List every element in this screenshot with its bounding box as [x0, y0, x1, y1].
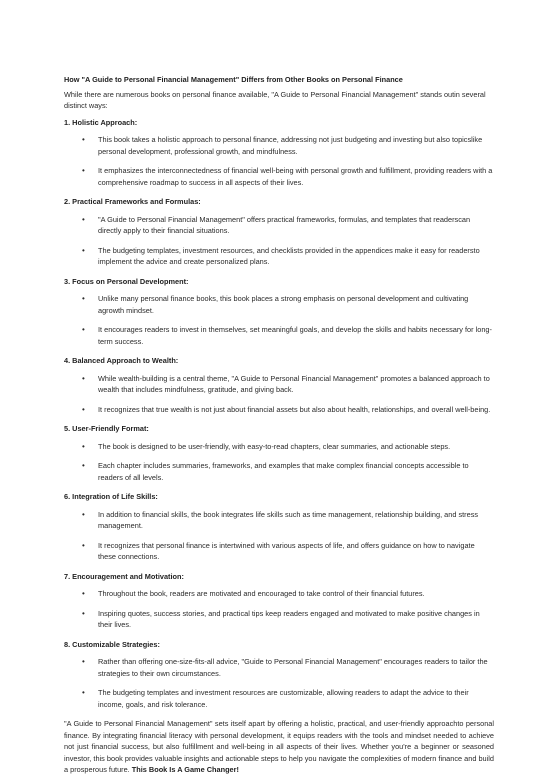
section-heading: 8. Customizable Strategies:: [64, 639, 160, 649]
sections: [64, 117, 494, 711]
list-item-text: Inspiring quotes, success stories, and practical tips keep readers engaged and motivated to make positive changes in their lives.: [98, 608, 480, 629]
bullet-list: [64, 656, 494, 710]
section-heading: 3. Focus on Personal Development:: [64, 276, 189, 286]
list-item: [64, 687, 494, 710]
intro-paragraph: While there are numerous books on personal finance available, "A Guide to Personal Financial Management" stands outin several distinct ways:: [64, 89, 486, 110]
list-item: [64, 656, 494, 679]
list-item-text: The budgeting templates, investment resources, and checklists provided in the appendices make it easy for readersto implement the advice and create personalized plans.: [98, 245, 480, 266]
list-item-text: The book is designed to be user-friendly, with easy-to-read chapters, clear summaries, and actionable steps.: [98, 441, 451, 451]
closing-text: "A Guide to Personal Financial Management" sets itself apart by offering a holistic, practical, and user-friendly approachto personal finance. By integrating financial literacy with personal development, it equips readers with the tools and mindset needed to achieve not just financial success, but also fulfillment and well-being in all aspects of their lives. Whether you're a beginner or seasoned investor, this book provides valuable insights and actionable steps to help you navigate the complexities of modern finance and build a prosperous future.: [64, 719, 494, 774]
list-item: [64, 214, 494, 237]
document-title: How "A Guide to Personal Financial Management" Differs from Other Books on Personal Finance: [64, 75, 403, 84]
list-item: [64, 165, 494, 188]
section-encouragement: [64, 571, 494, 631]
bullet-icon: •: [82, 441, 85, 451]
bullet-icon: •: [82, 608, 85, 618]
bullet-icon: •: [82, 294, 85, 303]
list-item-text: "A Guide to Personal Financial Management" offers practical frameworks, formulas, and templates that readerscan directly apply to their financial situations.: [98, 214, 471, 235]
list-item-text: Throughout the book, readers are motivated and encouraged to take control of their financial futures.: [98, 589, 425, 598]
section-personal-development: [64, 276, 494, 348]
list-item-text: While wealth-building is a central theme, "A Guide to Personal Financial Management" promotes a balanced approach to wealth that includes mindfulness, gratitude, and giving back.: [98, 373, 490, 394]
list-item-text: It recognizes that personal finance is intertwined with various aspects of life, and offers guidance on how to navigate these connections.: [98, 540, 475, 561]
section-life-skills: [64, 491, 494, 563]
list-item-text: Each chapter includes summaries, frameworks, and examples that make complex financial concepts accessible to readers of all levels.: [98, 461, 469, 482]
list-item: [64, 373, 494, 396]
bullet-icon: •: [82, 688, 85, 697]
list-item: [64, 134, 494, 157]
bullet-icon: •: [82, 657, 85, 666]
section-heading: 7. Encouragement and Motivation:: [64, 571, 184, 581]
list-item: [64, 509, 494, 532]
bullet-icon: •: [82, 540, 85, 550]
bullet-list: [64, 509, 494, 563]
list-item: [64, 588, 494, 600]
section-user-friendly: [64, 423, 494, 483]
bullet-icon: •: [82, 373, 85, 383]
list-item-text: Rather than offering one-size-fits-all advice, "Guide to Personal Financial Management" encourages readers to tailor the strategies to their own circumstances.: [98, 657, 488, 678]
list-item-text: The budgeting templates and investment resources are customizable, allowing readers to adapt the advice to their income, goals, and risk tolerance.: [98, 688, 469, 709]
bullet-icon: •: [82, 166, 85, 175]
bullet-list: [64, 588, 494, 631]
bullet-icon: •: [82, 461, 85, 470]
document-body: [64, 74, 494, 776]
list-item-text: It encourages readers to invest in themselves, set meaningful goals, and develop the skills and habits necessary for long-term success.: [98, 325, 492, 346]
list-item: [64, 324, 494, 347]
section-heading: 1. Holistic Approach:: [64, 117, 138, 127]
bullet-list: [64, 293, 494, 347]
bullet-icon: •: [82, 325, 85, 334]
list-item: [64, 540, 494, 563]
list-item-text: In addition to financial skills, the book integrates life skills such as time management, relationship building, and stress management.: [98, 509, 479, 530]
bullet-list: [64, 441, 494, 484]
list-item: [64, 404, 494, 416]
bullet-list: [64, 134, 494, 188]
section-customizable: [64, 639, 494, 711]
list-item-text: Unlike many personal finance books, this book places a strong emphasis on personal development and cultivating agrowth mindset.: [98, 294, 469, 315]
list-item: [64, 245, 494, 268]
section-heading: 4. Balanced Approach to Wealth:: [64, 356, 179, 365]
list-item: [64, 441, 494, 453]
section-heading: 6. Integration of Life Skills:: [64, 492, 158, 501]
closing-emphasis: This Book Is A Game Changer!: [131, 765, 239, 774]
bullet-list: [64, 373, 494, 416]
list-item: [64, 608, 494, 631]
bullet-icon: •: [82, 245, 85, 255]
section-practical-frameworks: [64, 196, 494, 268]
bullet-list: [64, 214, 494, 268]
list-item: [64, 460, 494, 483]
bullet-icon: •: [82, 135, 85, 144]
list-item-text: It emphasizes the interconnectedness of financial well-being with personal growth and fulfillment, providing readers with a comprehensive roadmap to success in all aspects of their lives.: [98, 166, 493, 187]
section-holistic: [64, 117, 494, 189]
bullet-icon: •: [82, 509, 85, 519]
bullet-icon: •: [82, 589, 85, 598]
list-item-text: It recognizes that true wealth is not just about financial assets but also about health, relationships, and overall well-being.: [98, 404, 491, 414]
section-heading: 2. Practical Frameworks and Formulas:: [64, 197, 201, 206]
closing-paragraph: [64, 718, 494, 776]
section-balanced-wealth: [64, 355, 494, 415]
bullet-icon: •: [82, 404, 85, 414]
bullet-icon: •: [82, 214, 85, 224]
list-item: [64, 293, 494, 316]
section-heading: 5. User-Friendly Format:: [64, 424, 149, 433]
list-item-text: This book takes a holistic approach to personal finance, addressing not just budgeting and investing but also topicslike personal development, professional growth, and mindfulness.: [98, 135, 483, 156]
